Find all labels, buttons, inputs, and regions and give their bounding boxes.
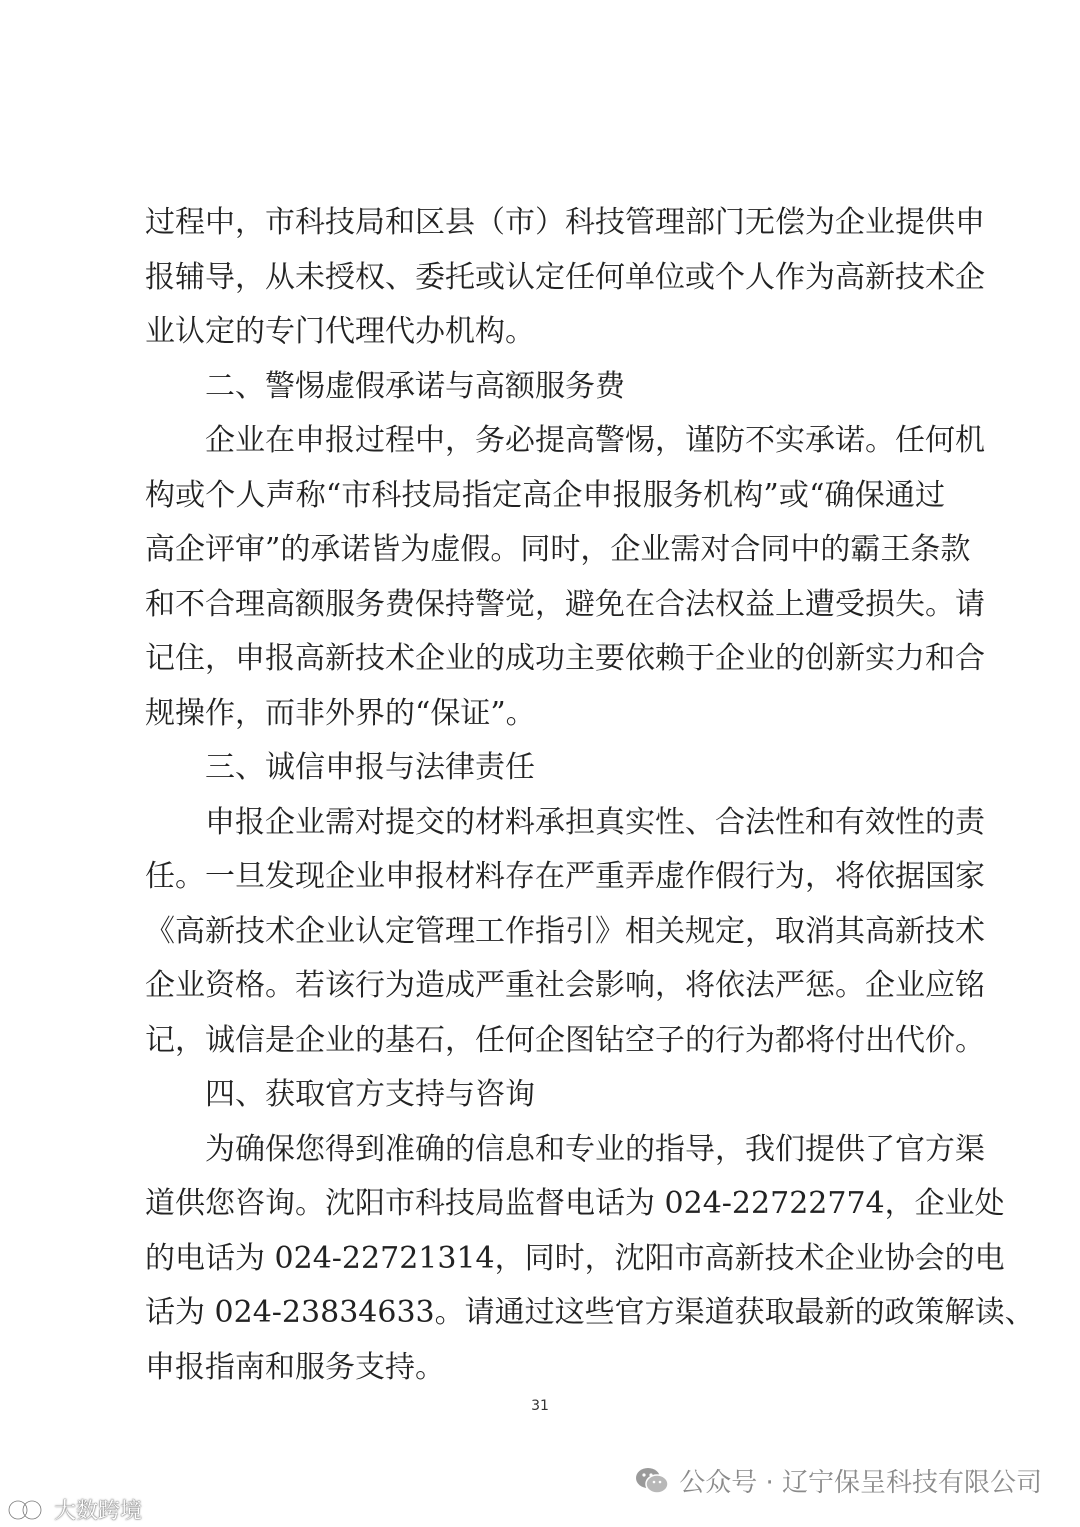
chain-link-icon [6,1497,50,1523]
paragraph-line: 为确保您得到准确的信息和专业的指导，我们提供了官方渠 [205,1131,985,1167]
wechat-icon [635,1467,669,1495]
paragraph-line: 过程中，市科技局和区县（市）科技管理部门无偿为企业提供申 [145,205,985,240]
paragraph-line: 申报企业需对提交的材料承担真实性、合法性和有效性的责 [205,804,985,840]
paragraph-line: 规操作，而非外界的“保证”。 [145,695,536,731]
paragraph-line: 任。一旦发现企业申报材料存在严重弄虚作假行为，将依据国家 [145,859,985,894]
paragraph-line: 《高新技术企业认定管理工作指引》相关规定，取消其高新技术 [145,913,985,949]
paragraph-line: 和不合理高额服务费保持警觉，避免在合法权益上遭受损失。请 [145,586,985,622]
paragraph-line: 记住，申报高新技术企业的成功主要依赖于企业的创新实力和合 [145,641,985,676]
paragraph-line: 的电话为 024-22721314，同时，沈阳市高新技术企业协会的电 [145,1240,1005,1276]
corner-watermark-text: 大数跨境 [54,1499,143,1524]
corner-watermark [6,1494,142,1525]
paragraph-line: 道供您咨询。沈阳市科技局监督电话为 024-22722774，企业处 [145,1186,1005,1221]
paragraph-line: 申报指南和服务支持。 [145,1349,445,1385]
section-heading: 二、警惕虚假承诺与高额服务费 [205,368,625,404]
paragraph-line: 高企评审”的承诺皆为虚假。同时，企业需对合同中的霸王条款 [145,532,971,567]
paragraph-line: 业认定的专门代理代办机构。 [145,314,535,349]
paragraph-line: 记，诚信是企业的基石，任何企图钻空子的行为都将付出代价。 [145,1022,985,1058]
section-heading: 四、获取官方支持与咨询 [205,1077,535,1112]
section-heading: 三、诚信申报与法律责任 [205,750,535,785]
paragraph-line: 企业资格。若该行为造成严重社会影响，将依法严惩。企业应铭 [145,968,985,1003]
page-number: 31 [531,1398,549,1414]
paragraph-line: 构或个人声称“市科技局指定高企申报服务机构”或“确保通过 [145,477,945,513]
paragraph-line: 报辅导，从未授权、委托或认定任何单位或个人作为高新技术企 [145,259,985,295]
paragraph-line: 话为 024-23834633。请通过这些官方渠道获取最新的政策解读、 [145,1295,1035,1330]
wechat-watermark-text: 公众号 · 辽宁保呈科技有限公司 [679,1468,1042,1498]
wechat-watermark [635,1462,1042,1499]
document-body [145,196,1035,1395]
paragraph-line: 企业在申报过程中，务必提高警惕，谨防不实承诺。任何机 [205,423,985,458]
